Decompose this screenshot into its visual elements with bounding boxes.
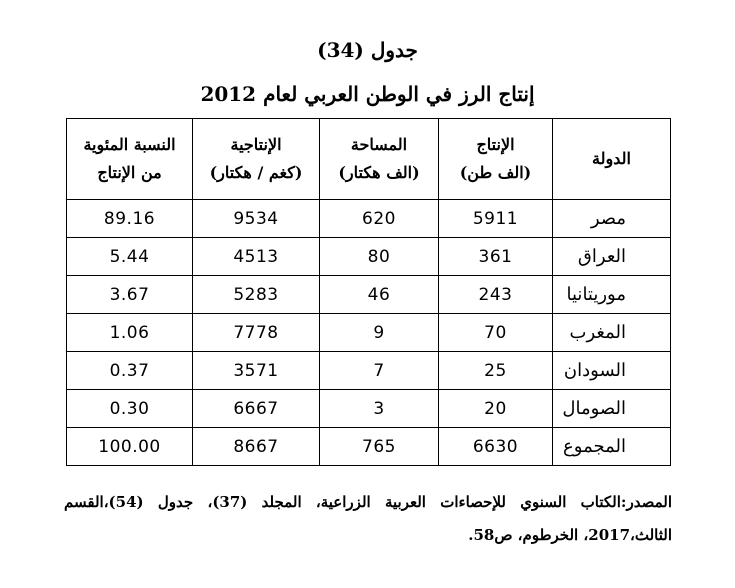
country-cell: مصر bbox=[553, 200, 671, 238]
table-row bbox=[67, 390, 671, 428]
productivity-cell: 7778 bbox=[193, 314, 320, 352]
header-area-label: المساحة bbox=[350, 135, 408, 154]
area-cell: 46 bbox=[320, 276, 439, 314]
area-cell: 765 bbox=[320, 428, 439, 466]
header-productivity bbox=[193, 119, 320, 200]
productivity-cell: 8667 bbox=[193, 428, 320, 466]
table-row bbox=[67, 314, 671, 352]
total-row bbox=[67, 428, 671, 466]
header-country bbox=[553, 119, 671, 200]
country-cell: العراق bbox=[553, 238, 671, 276]
production-cell: 361 bbox=[439, 238, 553, 276]
header-share-label: النسبة المئوية bbox=[83, 135, 176, 154]
productivity-cell: 9534 bbox=[193, 200, 320, 238]
area-cell: 9 bbox=[320, 314, 439, 352]
country-cell: الصومال bbox=[553, 390, 671, 428]
header-share bbox=[67, 119, 193, 200]
share-cell: 0.30 bbox=[67, 390, 193, 428]
table-row bbox=[67, 276, 671, 314]
production-cell: 25 bbox=[439, 352, 553, 390]
production-cell: 6630 bbox=[439, 428, 553, 466]
country-cell: المغرب bbox=[553, 314, 671, 352]
rice-production-table bbox=[66, 118, 671, 466]
share-cell: 89.16 bbox=[67, 200, 193, 238]
header-production-label: الإنتاج bbox=[476, 135, 515, 154]
productivity-cell: 3571 bbox=[193, 352, 320, 390]
production-cell: 20 bbox=[439, 390, 553, 428]
share-cell: 5.44 bbox=[67, 238, 193, 276]
share-cell: 0.37 bbox=[67, 352, 193, 390]
country-cell: السودان bbox=[553, 352, 671, 390]
table-row bbox=[67, 352, 671, 390]
country-cell: موريتانيا bbox=[553, 276, 671, 314]
productivity-cell: 5283 bbox=[193, 276, 320, 314]
table-row bbox=[67, 200, 671, 238]
share-cell: 1.06 bbox=[67, 314, 193, 352]
share-cell: 100.00 bbox=[67, 428, 193, 466]
header-row bbox=[67, 119, 671, 200]
table-title: إنتاج الرز في الوطن العربي لعام 2012 bbox=[200, 82, 535, 106]
header-share-unit: من الإنتاج bbox=[97, 163, 162, 182]
header-productivity-unit: (كغم / هكتار) bbox=[209, 163, 303, 182]
area-cell: 3 bbox=[320, 390, 439, 428]
header-production bbox=[439, 119, 553, 200]
header-area bbox=[320, 119, 439, 200]
header-country-label: الدولة bbox=[592, 149, 631, 168]
header-productivity-label: الإنتاجية bbox=[230, 135, 282, 154]
area-cell: 7 bbox=[320, 352, 439, 390]
productivity-cell: 4513 bbox=[193, 238, 320, 276]
production-cell: 243 bbox=[439, 276, 553, 314]
production-cell: 5911 bbox=[439, 200, 553, 238]
source-note: المصدر:الكتاب السنوي للإحصاءات العربية الزراعية، المجلد (37)، جدول (54)،القسم الثالث،2017، الخرطوم، ص58. bbox=[64, 493, 672, 544]
area-cell: 80 bbox=[320, 238, 439, 276]
country-cell: المجموع bbox=[553, 428, 671, 466]
productivity-cell: 6667 bbox=[193, 390, 320, 428]
share-cell: 3.67 bbox=[67, 276, 193, 314]
area-cell: 620 bbox=[320, 200, 439, 238]
header-production-unit: (الف طن) bbox=[459, 163, 532, 182]
table-number: جدول (34) bbox=[317, 38, 418, 62]
table-row bbox=[67, 238, 671, 276]
header-area-unit: (الف هكتار) bbox=[338, 163, 420, 182]
production-cell: 70 bbox=[439, 314, 553, 352]
